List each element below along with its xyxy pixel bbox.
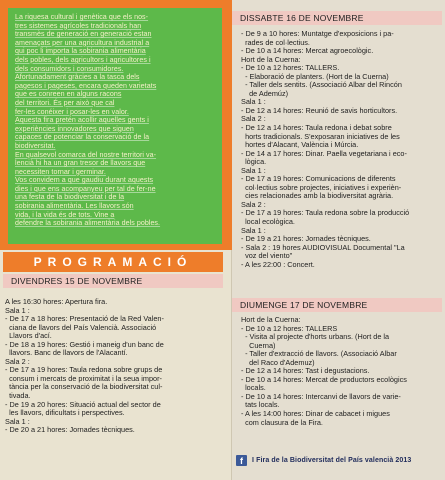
intro-line: del territori. És per això que cal bbox=[15, 98, 115, 107]
diumenge-title: DIUMENGE 17 DE NOVEMBRE bbox=[232, 298, 442, 312]
divendres-item: Llavors d'ací. bbox=[5, 331, 52, 341]
diumenge-item: - De 10 a 14 hores: Mercat de productors ecològics bbox=[241, 374, 407, 384]
intro-line: fer-les conéixer i posar-les en valor. bbox=[15, 107, 129, 116]
diumenge-schedule bbox=[241, 316, 437, 427]
programacio-banner: PROGRAMACIÓ bbox=[3, 252, 223, 272]
dissabte-item: - A les 22:00 : Concert. bbox=[241, 259, 315, 269]
intro-line: lencià hi ha un gran tresor de llavors que bbox=[15, 159, 146, 168]
intro-line: biodiversitat. bbox=[15, 141, 56, 150]
divendres-item: Sala 1 : bbox=[5, 305, 30, 315]
dissabte-title: DISSABTE 16 DE NOVEMBRE bbox=[232, 11, 442, 25]
dissabte-item: Sala 2 : bbox=[241, 114, 266, 124]
intro-line: experiències innovadores que siguen bbox=[15, 124, 134, 133]
dissabte-item: Sala 1 : bbox=[241, 225, 266, 235]
dissabte-item: hortes d'Alacant, València i Múrcia. bbox=[241, 140, 359, 150]
divendres-item: ciana de llavors del País Valencià. Associació bbox=[5, 322, 157, 332]
dissabte-item: de Ademúz) bbox=[241, 88, 289, 98]
dissabte-item: - De 10 a 14 hores: Mercat agroecològic. bbox=[241, 46, 374, 56]
divendres-item: - De 17 a 19 hores: Taula redona sobre grups de bbox=[5, 365, 163, 375]
diumenge-item: - De 12 a 14 hores: Tast i degustacions. bbox=[241, 366, 370, 376]
intro-line: necessiten tornar i germinar. bbox=[15, 167, 106, 176]
dissabte-item: - De 12 a 14 hores: Reunió de savis horticultors. bbox=[241, 105, 398, 115]
dissabte-item: - Taller dels sentits. (Associació Albar del Rincón bbox=[241, 80, 402, 90]
intro-line: transmès de generació en generació estan bbox=[15, 30, 152, 39]
diumenge-item: - De 10 a 14 hores: Intercanvi de llavors de varie- bbox=[241, 391, 401, 401]
dissabte-item: Hort de la Cuerna: bbox=[241, 54, 301, 64]
divendres-item: les llavors, dificultats i perspectives. bbox=[5, 408, 125, 418]
intro-line: amenaçats per una agricultura industrial a bbox=[15, 38, 150, 47]
diumenge-item: - Visita al projecte d'horts urbans. (Hort de la bbox=[241, 332, 390, 342]
dissabte-item: - De 9 a 10 hores: Muntatge d'exposicions i pa- bbox=[241, 29, 394, 38]
intro-line: una festa de la biodiversitat i de la bbox=[15, 193, 125, 202]
diumenge-item: - De 10 a 12 hores: TALLERS bbox=[241, 323, 338, 333]
divendres-item: - De 20 a 21 hores: Jornades tècniques. bbox=[5, 425, 135, 435]
intro-line: Aquesta fira pretén acollir aquelles gents i bbox=[15, 116, 149, 125]
dissabte-item: Sala 1 : bbox=[241, 165, 266, 175]
divendres-schedule bbox=[5, 298, 223, 435]
divendres-item: - De 18 a 19 hores: Gestió i maneig d'un banc de bbox=[5, 339, 164, 349]
intro-line: capaces de potenciar la conservació de la bbox=[15, 133, 150, 142]
intro-line: dies i que ens acompanyeu per tal de fer-ne bbox=[15, 184, 156, 193]
intro-line: En qualsevol comarca del nostre territori va- bbox=[15, 150, 157, 159]
dissabte-item: col·lectius sobre projectes, iniciatives i experièn- bbox=[241, 182, 402, 192]
diumenge-item: Hort de la Cuerna: bbox=[241, 315, 301, 324]
intro-frame bbox=[0, 0, 232, 250]
dissabte-item: - Sala 2 : 19 hores AUDIOVISUAL Documental "La bbox=[241, 242, 405, 252]
diumenge-item: - A les 14:00 hores: Dinar de cabacet i migues bbox=[241, 409, 390, 419]
intro-text bbox=[8, 8, 222, 228]
dissabte-item: cies relacionades amb la biodiversitat agrària. bbox=[241, 191, 394, 201]
intro-line: Afortunadament gràcies a la tasca dels bbox=[15, 73, 140, 82]
intro-line: pagesos i pageses, encara queden varietats bbox=[15, 81, 157, 90]
dissabte-item: - De 12 a 14 hores: Taula redona i debat sobre bbox=[241, 123, 392, 133]
dissabte-item: - De 10 a 12 hores: TALLERS. bbox=[241, 63, 340, 73]
footer-text: I Fira de la Biodiversitat del País valencià 2013 bbox=[252, 456, 412, 464]
dissabte-item: rades de col·lectius. bbox=[241, 37, 310, 47]
diumenge-item: tats locals. bbox=[241, 400, 280, 410]
diumenge-item: com clausura de la Fira. bbox=[241, 417, 323, 427]
intro-line: qui poc li importa la sobirania alimentària bbox=[15, 47, 146, 56]
intro-line: dels pobles, dels agricultors i agricultores i bbox=[15, 55, 151, 64]
diumenge-item: - Taller d'extracció de llavors. (Associació Albar bbox=[241, 349, 397, 359]
dissabte-schedule bbox=[241, 30, 437, 269]
dissabte-item: horts tradicionals. S'exposaran iniciatives de les bbox=[241, 131, 400, 141]
divendres-item: - De 17 a 18 hores: Presentació de la Red Valen- bbox=[5, 314, 164, 324]
diumenge-item: locals. bbox=[241, 383, 266, 393]
dissabte-item: - De 14 a 17 hores: Dinar. Paella vegetariana i eco- bbox=[241, 148, 407, 158]
dissabte-item: - De 17 a 19 hores: Comunicacions de diferents bbox=[241, 174, 396, 184]
divendres-item: Sala 1 : bbox=[5, 416, 30, 426]
intro-line: vida, i la vida és de tots. Vine a bbox=[15, 210, 115, 219]
dissabte-item: local ecològica. bbox=[241, 217, 295, 227]
footer bbox=[232, 452, 438, 468]
divendres-title: DIVENDRES 15 DE NOVEMBRE bbox=[3, 274, 223, 288]
divendres-item: - De 19 a 20 hores: Situació actual del sector de bbox=[5, 399, 161, 409]
dissabte-item: - Elaboració de planters. (Hort de la Cuerna) bbox=[241, 71, 389, 81]
dissabte-item: voz del viento" bbox=[241, 251, 293, 261]
dissabte-item: - De 19 a 21 hores: Jornades tècniques. bbox=[241, 234, 371, 244]
divendres-item: tància per la conservació de la biodiversitat cul- bbox=[5, 382, 163, 392]
divendres-item: tivada. bbox=[5, 391, 31, 401]
dissabte-item: Sala 1 : bbox=[241, 97, 266, 107]
intro-line: Vos convidem a que gaudiu durant aquests bbox=[15, 176, 154, 185]
facebook-icon[interactable]: f bbox=[236, 455, 247, 466]
divendres-item: Sala 2 : bbox=[5, 356, 30, 366]
intro-line: defendre la sobirania alimentària dels pobles. bbox=[15, 219, 161, 228]
intro-line: sobirania alimentària. Les llavors són bbox=[15, 202, 134, 211]
dissabte-item: - De 17 a 19 hores: Taula redona sobre la producció bbox=[241, 208, 410, 218]
intro-box bbox=[8, 8, 222, 244]
dissabte-item: lògica. bbox=[241, 157, 267, 167]
divendres-item: consum i mercats de proximitat i la seua impor- bbox=[5, 373, 162, 383]
diumenge-item: del Raco d'Ademuz) bbox=[241, 357, 315, 367]
intro-line: La riquesa cultural i genètica que els nos- bbox=[15, 13, 149, 21]
divendres-item: A les 16:30 hores: Apertura fira. bbox=[5, 297, 108, 306]
divendres-item: llavors. Banc de llavors de l'Alacantí. bbox=[5, 348, 128, 358]
intro-line: dels consumidors i consumidores. bbox=[15, 64, 124, 73]
intro-line: tres sistemes agrícoles tradicionals han bbox=[15, 21, 142, 30]
intro-line: que es conreen en alguns racons bbox=[15, 90, 122, 99]
dissabte-item: Sala 2 : bbox=[241, 199, 266, 209]
diumenge-item: Cuerna) bbox=[241, 340, 276, 350]
